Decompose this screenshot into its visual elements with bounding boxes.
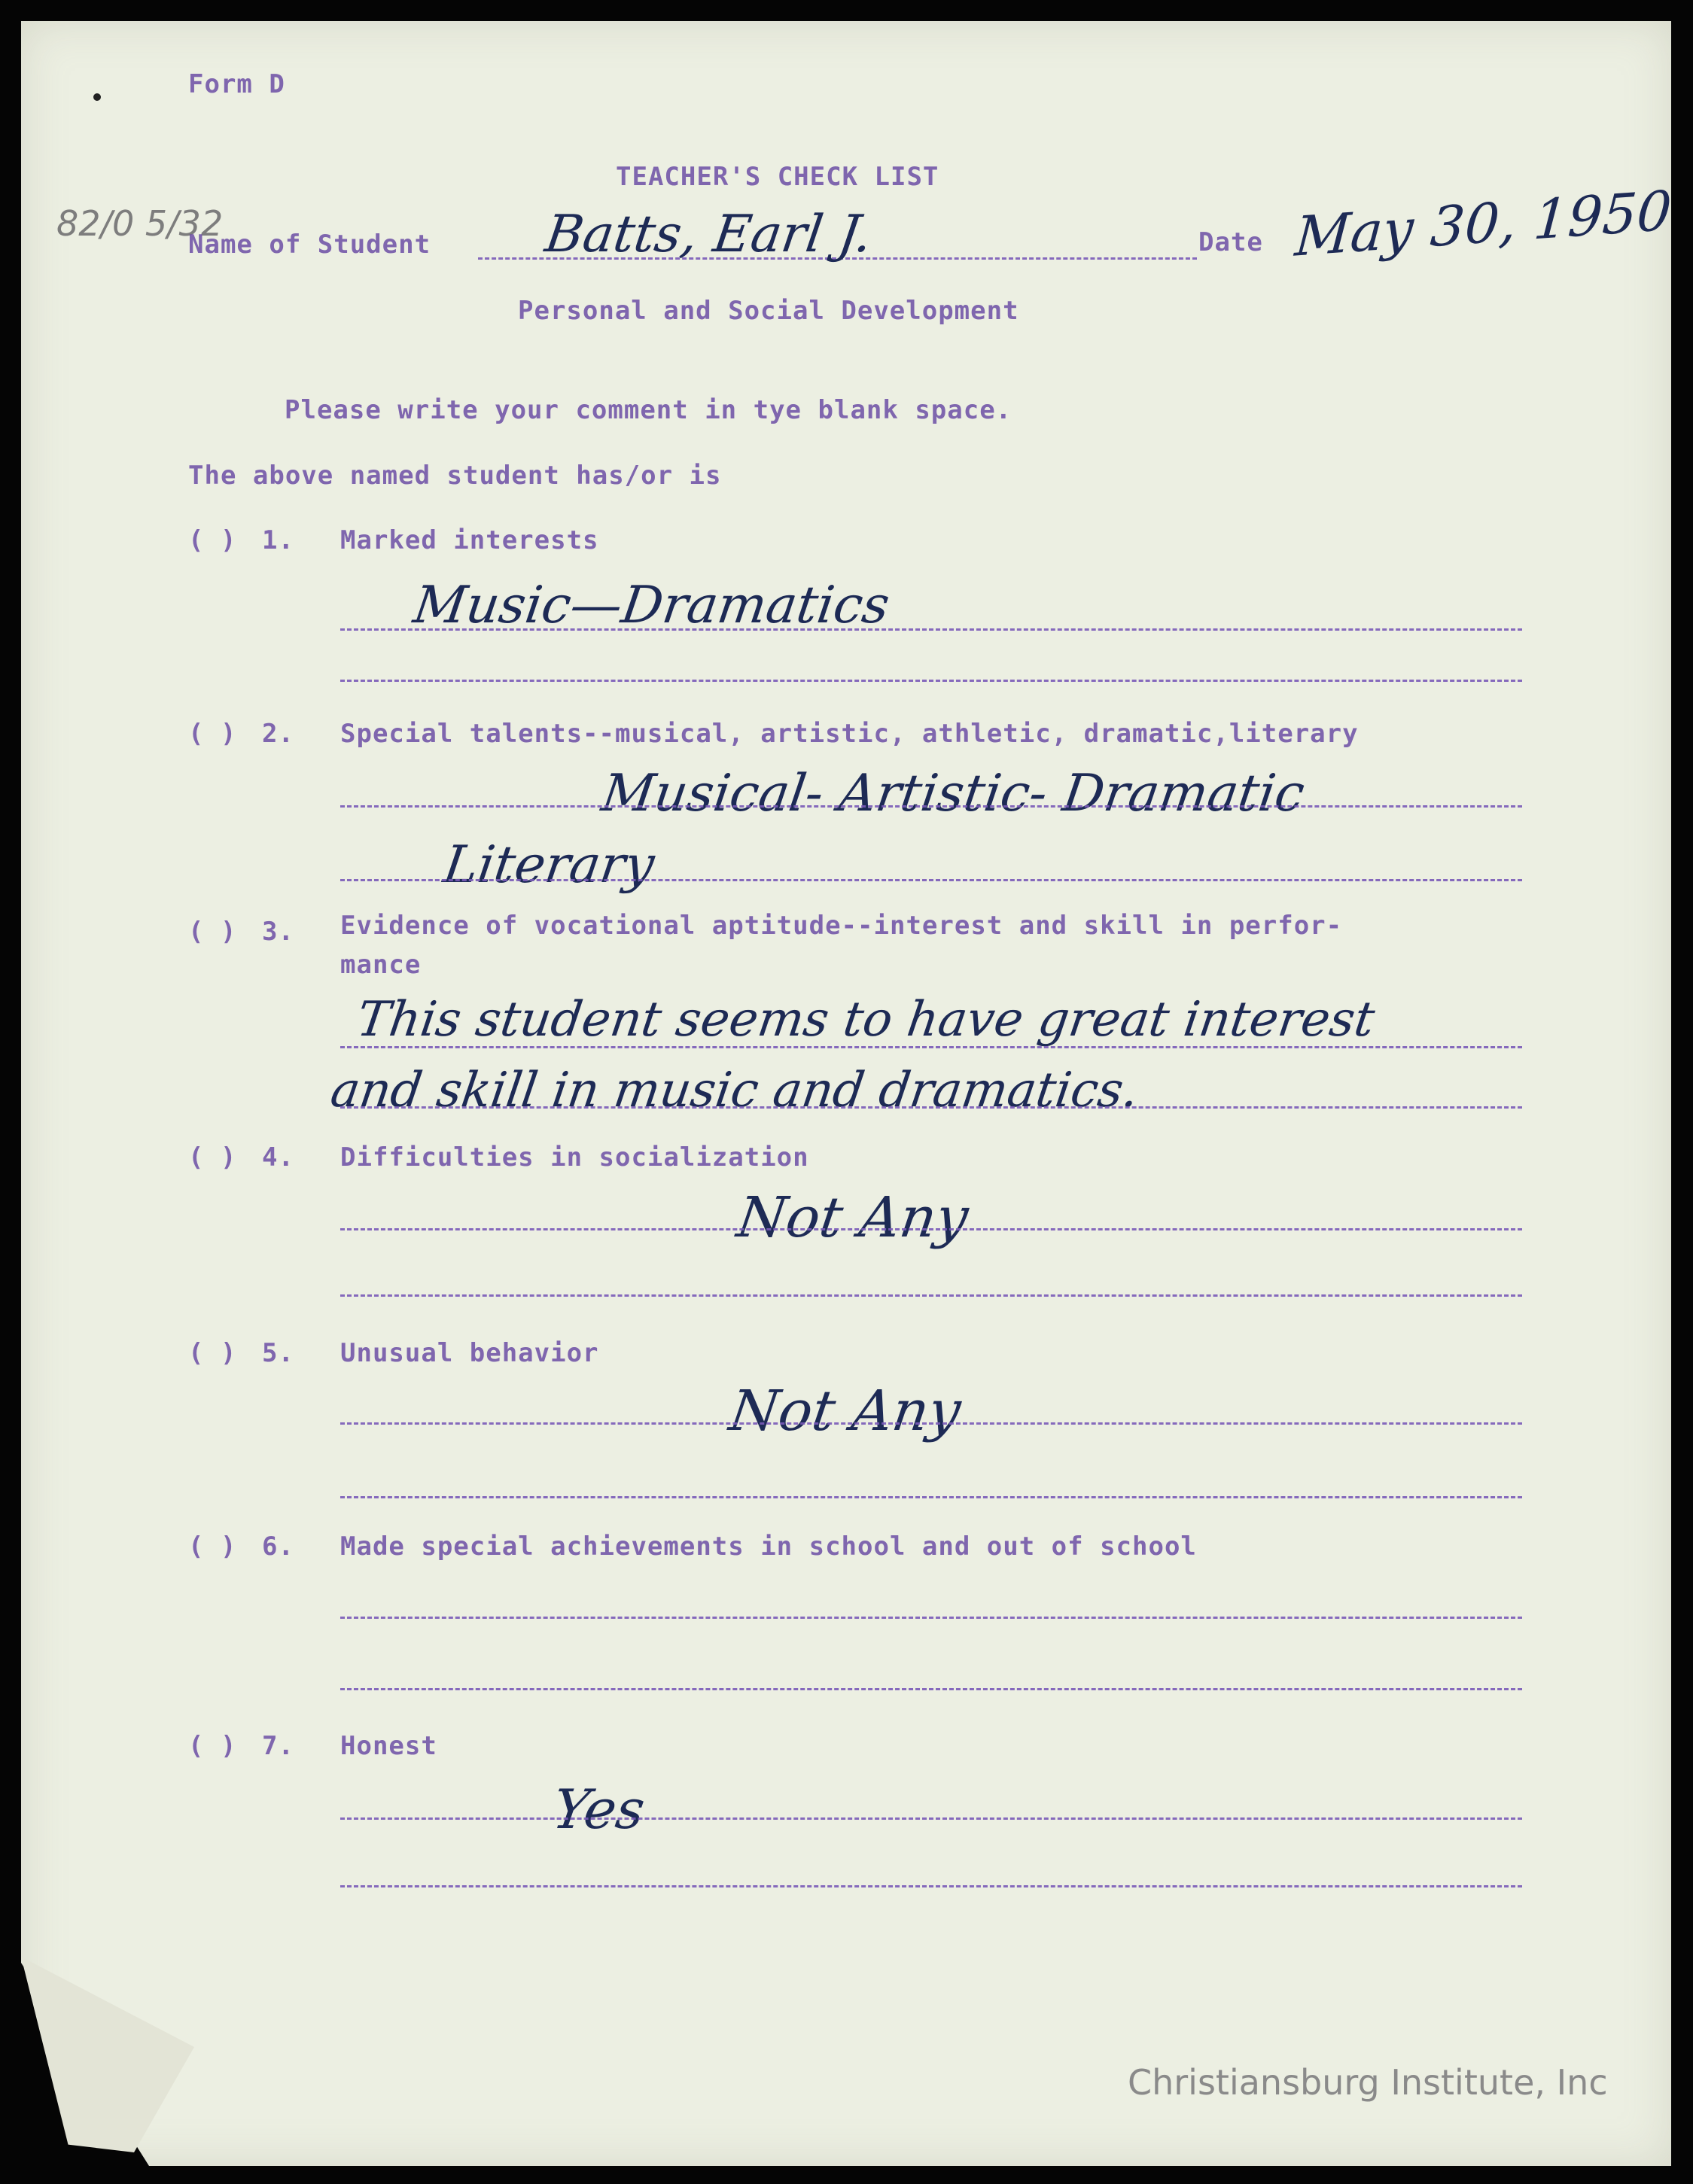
item-4-number: 4. bbox=[262, 1142, 294, 1173]
item-2-answer-2: Literary bbox=[440, 835, 659, 895]
item-7-number: 7. bbox=[262, 1731, 294, 1761]
item-2-line-1 bbox=[340, 805, 1522, 808]
form-label: Form D bbox=[188, 69, 285, 99]
item-3-answer: This student seems to have great interest bbox=[353, 992, 1378, 1048]
item-7-checkbox[interactable]: ( ) bbox=[188, 1731, 237, 1761]
item-1-number: 1. bbox=[262, 525, 294, 555]
item-3-line-2 bbox=[340, 1106, 1522, 1109]
punch-hole bbox=[93, 93, 101, 101]
item-5-number: 5. bbox=[262, 1338, 294, 1368]
item-7-answer: Yes bbox=[549, 1778, 649, 1841]
item-6-line-2 bbox=[340, 1688, 1522, 1690]
instructions: Please write your comment in tye blank space. bbox=[285, 395, 1012, 425]
item-4-label: Difficulties in socialization bbox=[340, 1142, 809, 1173]
item-3-checkbox[interactable]: ( ) bbox=[188, 917, 237, 947]
item-5-line-1 bbox=[340, 1422, 1522, 1425]
item-5-checkbox[interactable]: ( ) bbox=[188, 1338, 237, 1368]
item-6-line-1 bbox=[340, 1617, 1522, 1619]
item-5-label: Unusual behavior bbox=[340, 1338, 599, 1368]
student-name: Batts, Earl J. bbox=[541, 205, 876, 264]
item-1-line-2 bbox=[340, 680, 1522, 682]
item-7-label: Honest bbox=[340, 1731, 437, 1761]
item-6-label: Made special achievements in school and out of school bbox=[340, 1532, 1197, 1562]
item-3-line-1 bbox=[340, 1046, 1522, 1048]
item-2-answer: Musical- Artistic- Dramatic bbox=[598, 764, 1308, 823]
date-label: Date bbox=[1198, 227, 1263, 257]
student-label: Name of Student bbox=[188, 230, 431, 260]
item-1-line-1 bbox=[340, 628, 1522, 631]
item-7-line-1 bbox=[340, 1817, 1522, 1820]
item-4-line-1 bbox=[340, 1228, 1522, 1230]
item-4-checkbox[interactable]: ( ) bbox=[188, 1142, 237, 1173]
item-7-line-2 bbox=[340, 1885, 1522, 1887]
item-4-answer: Not Any bbox=[732, 1185, 973, 1250]
pencil-note: 82/0 5/32 bbox=[56, 203, 224, 244]
item-5-answer: Not Any bbox=[725, 1379, 965, 1443]
item-3-answer-2: and skill in music and dramatics. bbox=[327, 1063, 1143, 1118]
item-4-line-2 bbox=[340, 1294, 1522, 1297]
subtitle: Personal and Social Development bbox=[518, 296, 1019, 326]
item-2-label: Special talents--musical, artistic, athletic, dramatic,literary bbox=[340, 719, 1359, 749]
item-1-checkbox[interactable]: ( ) bbox=[188, 525, 237, 555]
item-2-line-2 bbox=[340, 879, 1522, 881]
page-title: TEACHER'S CHECK LIST bbox=[616, 162, 939, 192]
lead-in: The above named student has/or is bbox=[188, 461, 722, 491]
item-6-number: 6. bbox=[262, 1532, 294, 1562]
item-3-label-cont: mance bbox=[340, 950, 422, 980]
item-2-number: 2. bbox=[262, 719, 294, 749]
item-1-answer: Music—Dramatics bbox=[410, 576, 894, 635]
date-value: May 30, 1950 bbox=[1293, 178, 1674, 269]
watermark: Christiansburg Institute, Inc bbox=[1128, 2062, 1608, 2103]
item-6-checkbox[interactable]: ( ) bbox=[188, 1532, 237, 1562]
item-2-checkbox[interactable]: ( ) bbox=[188, 719, 237, 749]
item-3-number: 3. bbox=[262, 917, 294, 947]
item-5-line-2 bbox=[340, 1496, 1522, 1498]
item-1-label: Marked interests bbox=[340, 525, 599, 555]
item-3-label: Evidence of vocational aptitude--interest and skill in perfor- bbox=[340, 911, 1343, 941]
